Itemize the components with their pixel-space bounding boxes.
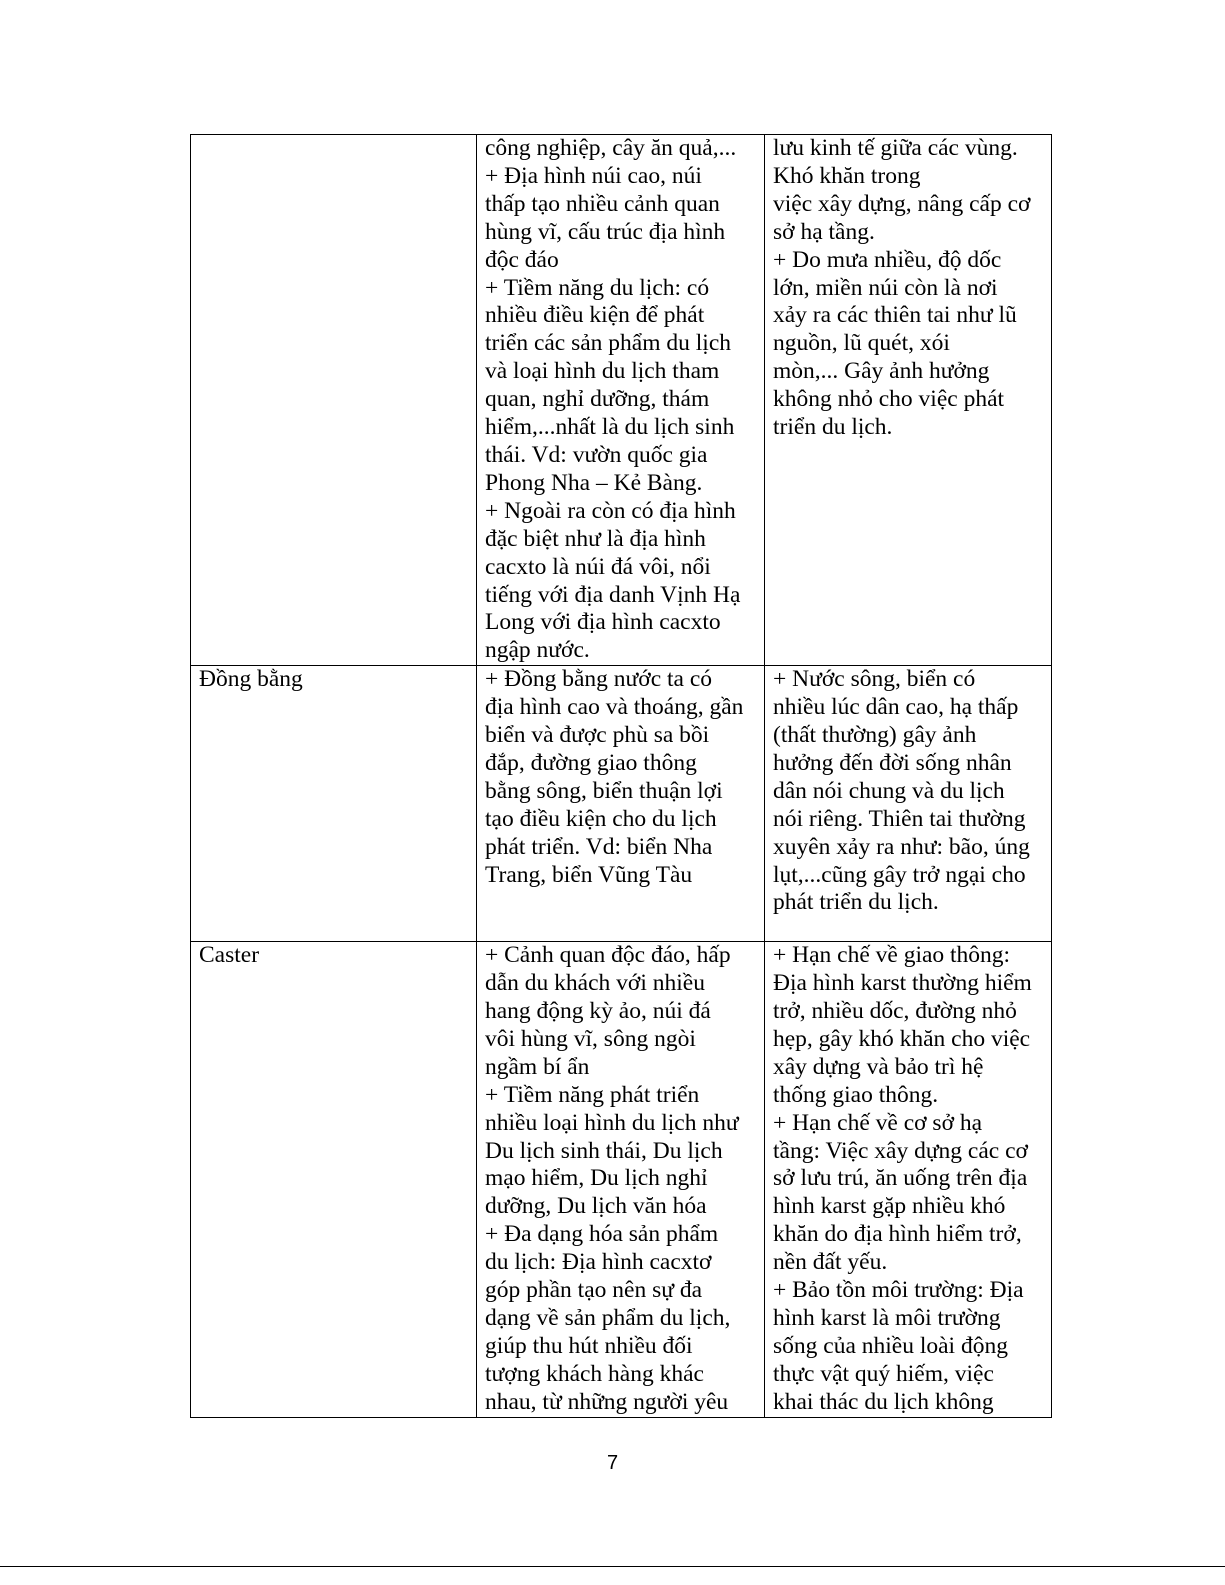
cell-text-line: tầng: Việc xây dựng các cơ <box>773 1137 1028 1164</box>
table-row <box>191 666 1052 942</box>
cell-text-line: hùng vĩ, cấu trúc địa hình <box>485 218 726 245</box>
cell-text-line: + Bảo tồn môi trường: Địa <box>773 1277 1024 1304</box>
cell-text-line: địa hình cao và thoáng, gần <box>485 694 744 721</box>
terrain-type-label: Đồng bằng <box>199 666 303 693</box>
cell-text-line: công nghiệp, cây ăn quả,... <box>485 135 737 161</box>
cell-text-line: + Hạn chế về cơ sở hạ <box>773 1109 983 1136</box>
cell-text-line: triển du lịch. <box>773 414 893 441</box>
advantages-cell <box>477 135 765 666</box>
cell-text-line: Long với địa hình cacxto <box>485 609 721 636</box>
cell-text-line: giúp thu hút nhiều đối <box>485 1332 693 1359</box>
cell-text-line: việc xây dựng, nâng cấp cơ <box>773 190 1031 217</box>
cell-text-line: hưởng đến đời sống nhân <box>773 749 1012 776</box>
cell-text-line: cacxto là núi đá vôi, nổi <box>485 553 711 580</box>
cell-text-line: + Hạn chế về giao thông: <box>773 942 1011 969</box>
page-number: 7 <box>606 1452 619 1474</box>
cell-text-line: dạng về sản phẩm du lịch, <box>485 1305 731 1331</box>
advantages-cell <box>477 942 765 1417</box>
cell-text-line: thái. Vd: vườn quốc gia <box>485 441 708 468</box>
cell-text-line: phát triển. Vd: biển Nha <box>485 833 713 860</box>
cell-text-line: xây dựng và bảo trì hệ <box>773 1053 984 1080</box>
cell-text-line: lớn, miền núi còn là nơi <box>773 274 998 301</box>
cell-text-line: đắp, đường giao thông <box>485 749 697 776</box>
cell-text-line: hiểm,...nhất là du lịch sinh <box>485 414 735 441</box>
cell-text-line: + Ngoài ra còn có địa hình <box>485 497 736 524</box>
cell-text-line: + Cảnh quan độc đáo, hấp <box>485 942 731 969</box>
cell-text-line: nhiều điều kiện để phát <box>485 302 705 329</box>
cell-text-line: tạo điều kiện cho du lịch <box>485 805 717 832</box>
cell-text-line: vôi hùng vĩ, sông ngòi <box>485 1025 696 1052</box>
footer-divider <box>0 1566 1225 1567</box>
table-row <box>191 135 1052 666</box>
cell-text-line: sở lưu trú, ăn uống trên địa <box>773 1165 1028 1192</box>
cell-text-line: đặc biệt như là địa hình <box>485 525 706 552</box>
cell-text-line: (thất thường) gây ảnh <box>773 722 977 749</box>
cell-text-line: + Địa hình núi cao, núi <box>485 162 702 189</box>
cell-text-line: xảy ra các thiên tai như lũ <box>773 302 1017 329</box>
cell-text-line: nói riêng. Thiên tai thường <box>773 805 1026 832</box>
terrain-tourism-table <box>190 134 1052 1418</box>
limitations-cell <box>765 666 1052 942</box>
cell-text-line: Du lịch sinh thái, Du lịch <box>485 1137 723 1164</box>
terrain-type-cell <box>191 942 477 1417</box>
advantages-cell <box>477 666 765 942</box>
cell-text-line: sở hạ tầng. <box>773 218 875 245</box>
cell-text-line: mạo hiểm, Du lịch nghỉ <box>485 1165 708 1192</box>
cell-text-line: thực vật quý hiếm, việc <box>773 1360 994 1387</box>
cell-text-line: Phong Nha – Kẻ Bàng. <box>485 469 703 496</box>
cell-text-line: và loại hình du lịch tham <box>485 358 720 385</box>
limitations-cell <box>765 942 1052 1417</box>
cell-text-line: + Đa dạng hóa sản phẩm <box>485 1221 719 1248</box>
terrain-type-cell <box>191 135 477 666</box>
cell-text-line: quan, nghỉ dưỡng, thám <box>485 386 710 413</box>
cell-text-line: nguồn, lũ quét, xói <box>773 330 950 357</box>
cell-text-line: + Do mưa nhiều, độ dốc <box>773 246 1002 273</box>
terrain-type-label: Caster <box>199 942 260 969</box>
cell-text-line: ngầm bí ẩn <box>485 1053 590 1080</box>
cell-text-line: xuyên xảy ra như: bão, úng <box>773 833 1030 860</box>
cell-text-line: hẹp, gây khó khăn cho việc <box>773 1025 1031 1052</box>
cell-text-line: nhiều loại hình du lịch như <box>485 1109 739 1136</box>
limitations-cell <box>765 135 1052 666</box>
cell-text-line: sống của nhiều loài động <box>773 1332 1008 1359</box>
cell-text-line: dưỡng, Du lịch văn hóa <box>485 1193 707 1220</box>
cell-text-line: hang động kỳ ảo, núi đá <box>485 998 711 1025</box>
cell-text-line: biển và được phù sa bồi <box>485 722 710 749</box>
cell-text-line: Địa hình karst thường hiểm <box>773 970 1032 997</box>
cell-text-line: lưu kinh tế giữa các vùng. <box>773 135 1018 161</box>
cell-text-line: thấp tạo nhiều cảnh quan <box>485 190 720 217</box>
cell-text-line: + Tiềm năng phát triển <box>485 1081 700 1108</box>
cell-text-line: + Tiềm năng du lịch: có <box>485 274 710 301</box>
cell-text-line: mòn,... Gây ảnh hưởng <box>773 358 990 385</box>
cell-text-line: nhau, từ những người yêu <box>485 1388 729 1415</box>
cell-text-line: khai thác du lịch không <box>773 1388 994 1415</box>
cell-text-line: góp phần tạo nên sự đa <box>485 1277 703 1304</box>
cell-text-line: phát triển du lịch. <box>773 889 939 916</box>
cell-text-line: ngập nước. <box>485 637 590 664</box>
cell-text-line: nền đất yếu. <box>773 1249 888 1276</box>
cell-text-line: triển các sản phẩm du lịch <box>485 330 732 357</box>
cell-text-line: độc đáo <box>485 246 559 273</box>
cell-text-line: dẫn du khách với nhiều <box>485 970 705 997</box>
cell-text-line: bằng sông, biển thuận lợi <box>485 777 723 804</box>
table-row <box>191 942 1052 1417</box>
cell-text-line: thống giao thông. <box>773 1081 939 1108</box>
cell-text-line: du lịch: Địa hình cacxtơ <box>485 1249 712 1276</box>
cell-text-line: tượng khách hàng khác <box>485 1360 704 1387</box>
cell-text-line: trở, nhiều dốc, đường nhỏ <box>773 998 1017 1025</box>
cell-text-line: khăn do địa hình hiểm trở, <box>773 1221 1022 1248</box>
cell-text-line: nhiều lúc dân cao, hạ thấp <box>773 694 1019 721</box>
cell-text-line: Trang, biển Vũng Tàu <box>485 861 693 888</box>
cell-text-line: + Đồng bằng nước ta có <box>485 666 713 693</box>
cell-text-line: tiếng với địa danh Vịnh Hạ <box>485 581 741 608</box>
cell-text-line: lụt,...cũng gây trở ngại cho <box>773 861 1026 888</box>
cell-text-line: dân nói chung và du lịch <box>773 777 1005 804</box>
cell-text-line: hình karst gặp nhiều khó <box>773 1193 1006 1220</box>
cell-text-line: + Nước sông, biển có <box>773 666 976 693</box>
cell-text-line: Khó khăn trong <box>773 162 921 189</box>
terrain-type-cell <box>191 666 477 942</box>
cell-text-line: không nhỏ cho việc phát <box>773 386 1005 413</box>
cell-text-line: hình karst là môi trường <box>773 1305 1001 1331</box>
